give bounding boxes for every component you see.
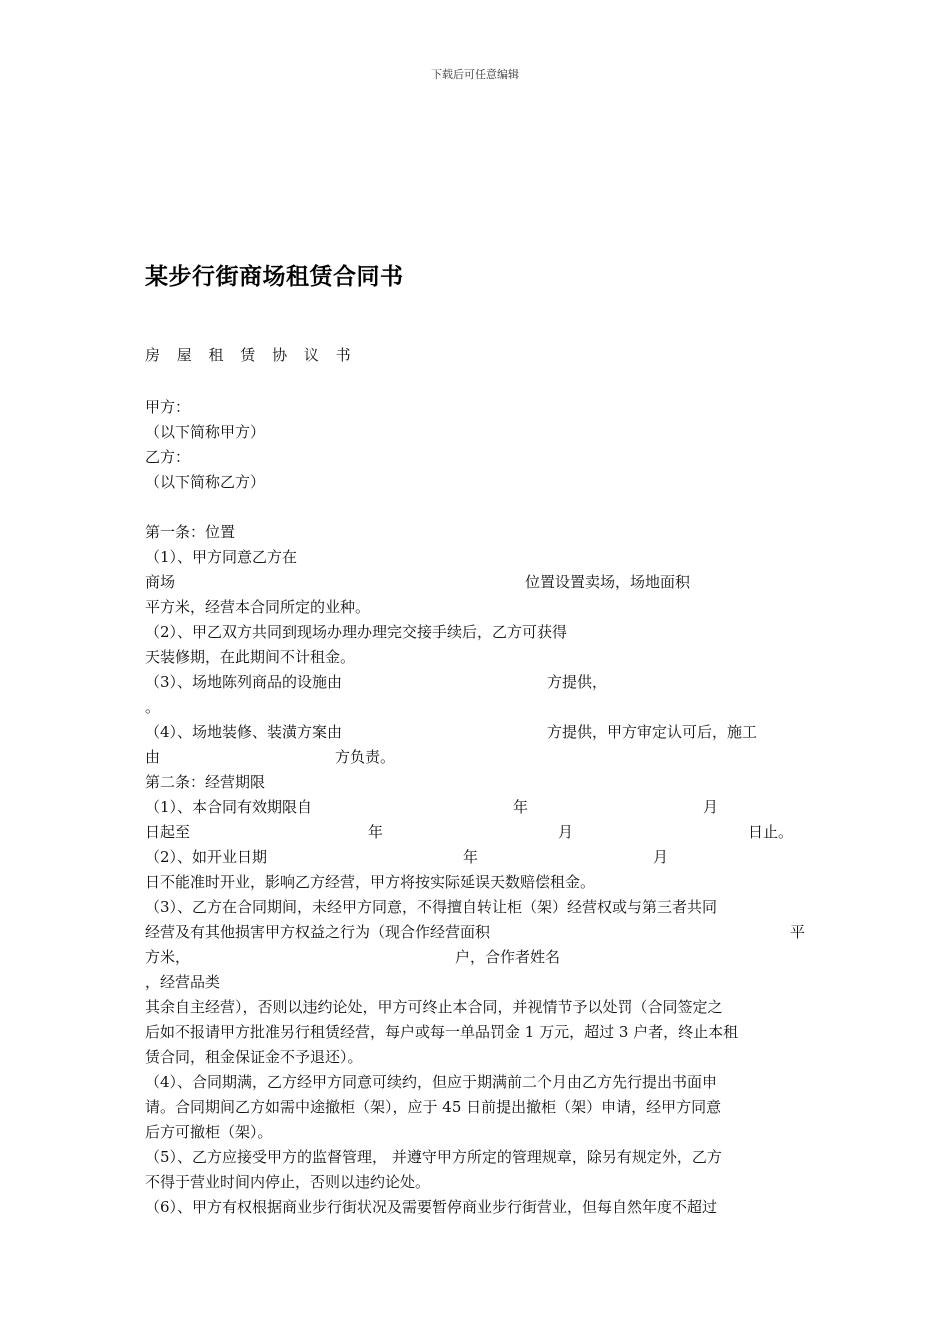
article-2-heading: 第二条：经营期限 [145,773,266,791]
article-1-clause-2-line-1: （2）、甲乙双方共同到现场办理办理完交接手续后，乙方可获得 [145,623,568,641]
article-2-clause-4-line-2: 请。合同期间乙方如需中途撤柜（架），应于 45 日前提出撤柜（架）申请，经甲方同意 [145,1098,722,1116]
text-segment: （1）、本合同有效期限自 [145,798,313,816]
text-segment: 位置设置卖场，场地面积 [525,573,691,591]
text-segment: 平 [790,923,806,941]
article-2-clause-4-line-1: （4）、合同期满，乙方经甲方同意可续约，但应于期满前二个月由乙方先行提出书面申 [145,1073,718,1091]
article-1-clause-1-line-2 [145,570,810,595]
article-1-clause-3-line-2: 。 [145,698,161,716]
text-segment: 年 [513,798,529,816]
text-segment: 户，合作者姓名 [455,948,561,966]
text-segment: （4）、场地装修、装潢方案由 [145,723,343,741]
text-segment: 由 [145,748,161,766]
text-segment: 月 [653,848,669,866]
article-2-clause-1-line-2 [145,820,810,845]
party-b-note: （以下简称乙方） [145,473,266,491]
article-2-clause-6-line-1: （6）、甲方有权根据商业步行街状况及需要暂停商业步行街营业，但每自然年度不超过 [145,1198,718,1216]
text-segment: 方提供， [547,673,608,691]
article-1-clause-1-line-1: （1）、甲方同意乙方在 [145,548,298,566]
article-1-clause-4-line-1 [145,720,810,745]
article-2-clause-5-line-1: （5）、乙方应接受甲方的监督管理， 并遵守甲方所定的管理规章，除另有规定外，乙方 [145,1148,722,1166]
article-2-clause-3-line-2 [145,920,810,945]
text-segment: （2）、如开业日期 [145,848,268,866]
article-2-clause-2-line-2: 日不能准时开业，影响乙方经营，甲方将按实际延误天数赔偿租金。 [145,873,596,891]
contract-body [145,395,810,1220]
article-2-clause-1-line-1 [145,795,810,820]
article-1-clause-3-line-1 [145,670,810,695]
document-subtitle: 房 屋 租 赁 协 议 书 [145,346,357,364]
text-segment: 方提供，甲方审定认可后，施工 [547,723,758,741]
article-2-clause-3-line-5: 其余自主经营），否则以违约论处，甲方可终止本合同，并视情节予以处罚（合同签定之 [145,998,723,1016]
text-segment: 年 [368,823,384,841]
text-segment: 日止。 [748,823,794,841]
text-segment: 月 [558,823,574,841]
text-segment: 经营及有其他损害甲方权益之行为（现合作经营面积 [145,923,491,941]
article-1-clause-2-line-2: 天装修期，在此期间不计租金。 [145,648,356,666]
text-segment: 日起至 [145,823,191,841]
text-segment: 月 [703,798,719,816]
article-1-clause-1-line-3: 平方米，经营本合同所定的业种。 [145,598,371,616]
party-b-line: 乙方： [145,448,191,466]
article-2-clause-2-line-1 [145,845,810,870]
document-title: 某步行街商场租赁合同书 [145,263,404,290]
text-segment: 商场 [145,573,176,591]
article-2-clause-5-line-2: 不得于营业时间内停止，否则以违约论处。 [145,1173,431,1191]
text-segment: （3）、场地陈列商品的设施由 [145,673,343,691]
article-2-clause-4-line-3: 后方可撤柜（架）。 [145,1123,273,1141]
text-segment: 方米， [145,948,191,966]
party-a-note: （以下简称甲方） [145,423,266,441]
spacer [145,495,810,520]
article-2-clause-3-line-6: 后如不报请甲方批准另行租赁经营，每户或每一单品罚金 1 万元，超过 3 户者，终止本租 [145,1023,739,1041]
article-2-clause-3-line-4: ，经营品类 [145,973,221,991]
party-a-line: 甲方： [145,398,191,416]
article-1-clause-4-line-2 [145,745,810,770]
page-header: 下载后可任意编辑 [431,68,519,81]
article-2-clause-3-line-3 [145,945,810,970]
article-2-clause-3-line-1: （3）、乙方在合同期间，未经甲方同意，不得擅自转让柜（架）经营权或与第三者共同 [145,898,718,916]
article-1-heading: 第一条：位置 [145,523,236,541]
article-2-clause-3-line-7: 赁合同，租金保证金不予退还）。 [145,1048,363,1066]
text-segment: 方负责。 [335,748,396,766]
text-segment: 年 [463,848,479,866]
